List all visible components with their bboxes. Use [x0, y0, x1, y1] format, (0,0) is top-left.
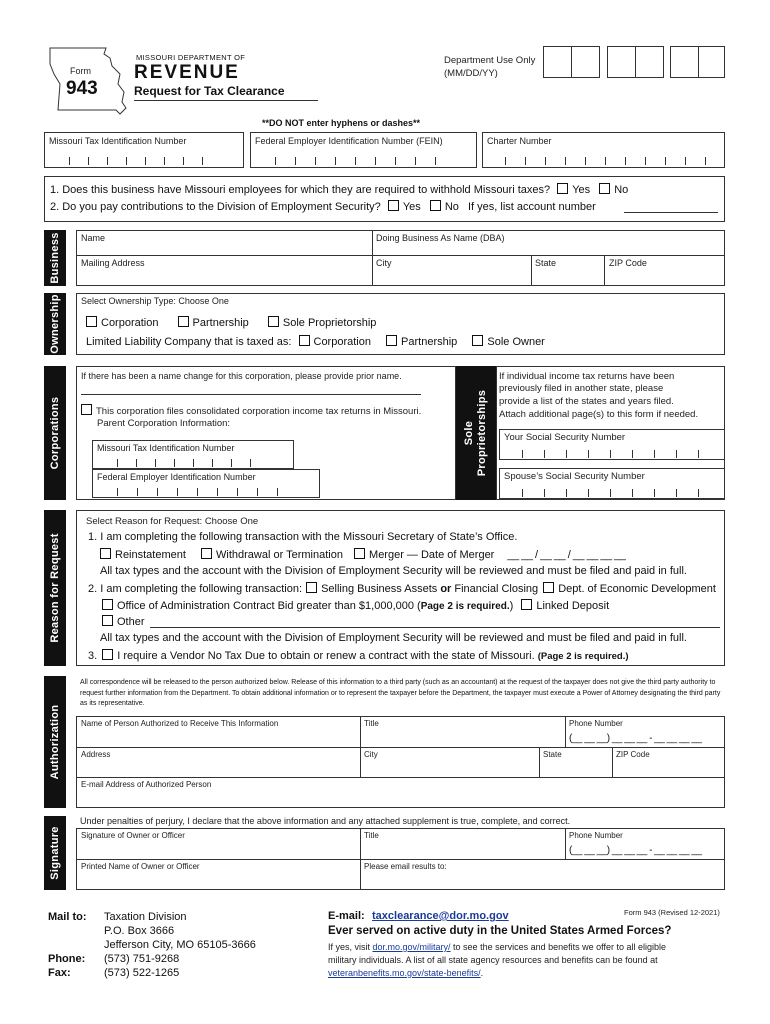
sig-phone-blank[interactable]: (__ __ __) __ __ __ - __ __ __ __: [569, 845, 702, 856]
office-admin-checkbox[interactable]: [102, 599, 113, 610]
business-section-tab: Business: [44, 230, 66, 286]
mail-address-2: P.O. Box 3666: [104, 925, 175, 937]
dept-use-date-box-5: [670, 46, 699, 78]
q2-no-label: No: [444, 201, 459, 213]
fein-digit-ticks: [275, 157, 436, 165]
auth-row-divider-1: [76, 747, 725, 748]
selling-assets-label: Selling Business Assets: [321, 583, 438, 595]
military-line-3-post: .: [480, 968, 484, 978]
merger-label: Merger — Date of Merger: [369, 549, 495, 561]
ssn-digit-ticks: [522, 450, 699, 458]
reason-3-page2: (Page 2 is required.): [537, 651, 629, 662]
sig-phone-label[interactable]: Phone Number: [569, 831, 623, 840]
veteran-benefits-link[interactable]: veteranbenefits.mo.gov/state-benefits/: [328, 968, 481, 978]
auth-zip-label[interactable]: ZIP Code: [616, 750, 650, 759]
auth-col-divider-1: [360, 716, 361, 777]
military-link[interactable]: dor.mo.gov/military/: [372, 942, 451, 952]
partnership-label: Partnership: [192, 317, 249, 329]
dept-use-label: Department Use Only: [444, 55, 536, 66]
office-admin-page2: Page 2 is required.: [420, 601, 510, 612]
reason-1-note: All tax types and the account with the Division of Employment Security will be reviewed and must be filed and paid in full.: [100, 565, 687, 577]
armed-forces-question: Ever served on active duty in the United States Armed Forces?: [328, 925, 672, 937]
sole-proprietorship-checkbox[interactable]: [268, 316, 279, 327]
ownership-section-tab: Ownership: [44, 293, 66, 355]
dept-use-date-box-2: [571, 46, 600, 78]
or-label: or: [440, 583, 452, 595]
corporations-section-tab: Corporations: [44, 366, 66, 500]
charter-number-field[interactable]: [482, 132, 725, 168]
sig-col-divider-1: [360, 828, 361, 890]
phone-label: Phone:: [48, 953, 86, 965]
merger-checkbox[interactable]: [354, 548, 365, 559]
spouse-ssn-label: Spouse’s Social Security Number: [504, 471, 645, 482]
reason-2-row: [88, 582, 716, 595]
dept-use-date-box-4: [635, 46, 664, 78]
parent-fein-field[interactable]: [92, 469, 320, 498]
llc-label: Limited Liability Company that is taxed as:: [86, 336, 292, 348]
reason-3-row: [88, 649, 629, 662]
llc-sole-owner-label: Sole Owner: [487, 336, 545, 348]
fax-number: (573) 522-1265: [104, 967, 180, 979]
auth-address-label[interactable]: Address: [81, 750, 111, 759]
spouse-ssn-digit-ticks: [522, 489, 699, 497]
military-line-2: military individuals. A list of all state agency resources and benefits can be found at: [328, 955, 658, 965]
corporation-checkbox[interactable]: [86, 316, 97, 327]
sig-owner-label[interactable]: Signature of Owner or Officer: [81, 831, 185, 840]
ownership-row-1: [86, 316, 376, 329]
email-link[interactable]: taxclearance@dor.mo.gov: [372, 910, 509, 922]
reason-2-note: All tax types and the account with the Division of Employment Security will be reviewed and must be filed and paid in full.: [100, 632, 687, 644]
auth-state-label[interactable]: State: [543, 750, 562, 759]
reason-section-tab: Reason for Request: [44, 510, 66, 666]
llc-corporation-checkbox[interactable]: [299, 335, 310, 346]
charter-digit-ticks: [505, 157, 706, 165]
other-label: Other: [117, 616, 145, 628]
q2-yes-label: Yes: [402, 201, 421, 213]
q1-no-checkbox[interactable]: [599, 183, 610, 194]
mo-tax-id-label: Missouri Tax Identification Number: [49, 136, 187, 146]
military-line-1: [328, 942, 666, 952]
sole-info-1: If individual income tax returns have been: [499, 371, 675, 382]
vendor-no-tax-label: I require a Vendor No Tax Due to obtain or renew a contract with the state of Missouri.: [117, 650, 535, 662]
merger-date-blank[interactable]: __ __ / __ __ / __ __ __ __: [507, 549, 626, 561]
ownership-select-label: Select Ownership Type: Choose One: [81, 296, 229, 306]
auth-phone-blank[interactable]: (__ __ __) __ __ __ - __ __ __ __: [569, 733, 702, 744]
authorization-fields: [76, 716, 725, 808]
auth-title-label[interactable]: Title: [364, 719, 379, 728]
spouse-ssn-field[interactable]: [499, 468, 725, 499]
auth-row-divider-2: [76, 777, 725, 778]
if-yes-account-label: If yes, list account number: [467, 201, 596, 213]
auth-name-label[interactable]: Name of Person Authorized to Receive This Information: [81, 719, 279, 728]
question-1-text: 1. Does this business have Missouri employees for which they are required to withhold Missouri taxes?: [50, 184, 551, 196]
reason-2-text: 2. I am completing the following transaction:: [88, 583, 303, 595]
mail-to-label: Mail to:: [48, 911, 87, 923]
authorization-notice: All correspondence will be released to the person authorized below. Release of this information to a third party (such as an accountant) at the request of the taxpayer does not give the third party authority to request further information from the Department. To obtain additional information or to represent the taxpayer before the Department, the taxpayer must execute a Power of Attorney designating the third party as its representative.: [80, 679, 721, 707]
corporation-label: Corporation: [101, 317, 159, 329]
ssn-label: Your Social Security Number: [504, 432, 626, 443]
reason-select-label: Select Reason for Request: Choose One: [86, 516, 259, 527]
auth-col-divider-3: [539, 747, 540, 777]
agency-logo-text: REVENUE: [134, 62, 240, 83]
question-2-text: 2. Do you pay contributions to the Division of Employment Security?: [50, 201, 381, 213]
agency-top: MISSOURI DEPARTMENT OF: [136, 53, 246, 62]
reason-1-options: [100, 548, 625, 561]
consolidated-row: [81, 404, 421, 417]
partnership-checkbox[interactable]: [178, 316, 189, 327]
charter-number-label: Charter Number: [487, 136, 552, 146]
fax-label: Fax:: [48, 967, 71, 979]
email-label: E-mail:: [328, 910, 365, 922]
vendor-no-tax-checkbox[interactable]: [102, 649, 113, 660]
sole-proprietorship-label: Sole Proprietorship: [282, 317, 377, 329]
reinstatement-checkbox[interactable]: [100, 548, 111, 559]
parent-fein-ticks: [117, 488, 278, 496]
financial-closing-label: Financial Closing: [454, 583, 539, 595]
parent-fein-label: Federal Employer Identification Number: [97, 472, 256, 482]
form-label: Form: [70, 66, 91, 76]
account-number-line[interactable]: [624, 212, 718, 213]
llc-partnership-checkbox[interactable]: [386, 335, 397, 346]
dept-econ-dev-label: Dept. of Economic Development: [558, 583, 716, 595]
military-line-1-post: to see the services and benefits we offer to all eligible: [450, 942, 667, 952]
dept-use-format: (MM/DD/YY): [444, 68, 498, 79]
authorization-section-tab: Authorization: [44, 676, 66, 808]
sig-row-divider: [76, 859, 725, 860]
mo-tax-id-field[interactable]: [44, 132, 244, 168]
business-col-divider-2: [531, 255, 532, 286]
other-checkbox[interactable]: [102, 615, 113, 626]
form-title: Request for Tax Clearance: [134, 84, 285, 98]
business-mailing-label[interactable]: Mailing Address: [81, 258, 145, 268]
business-name-label[interactable]: Name: [81, 233, 106, 243]
business-row-divider: [76, 255, 725, 256]
mail-address-3: Jefferson City, MO 65105-3666: [104, 939, 256, 951]
sig-email-results-label[interactable]: Please email results to:: [364, 862, 447, 871]
form-revision: Form 943 (Revised 12-2021): [624, 908, 720, 917]
fein-field[interactable]: [250, 132, 477, 168]
form-number: 943: [66, 78, 98, 99]
business-state-label[interactable]: State: [535, 258, 557, 268]
sole-info-3: provide a list of the states and years filed.: [499, 396, 674, 407]
dept-use-date-box-6: [698, 46, 725, 78]
auth-city-label[interactable]: City: [364, 750, 378, 759]
sole-proprietorships-section-tab: Sole Proprietorships: [456, 366, 496, 500]
business-city-label[interactable]: City: [376, 258, 392, 268]
military-line-3: [328, 968, 483, 978]
sig-title-label[interactable]: Title: [364, 831, 379, 840]
auth-col-divider-2: [565, 716, 566, 747]
reason-2-row-2: [102, 599, 609, 612]
fein-label: Federal Employer Identification Number (FEIN): [255, 136, 443, 146]
question-1: [50, 183, 628, 196]
business-dba-label[interactable]: Doing Business As Name (DBA): [376, 233, 505, 243]
title-underline: [134, 100, 318, 101]
reason-3-number: 3.: [88, 650, 98, 662]
business-col-divider-1: [372, 230, 373, 286]
perjury-statement: Under penalties of perjury, I declare that the above information and any attached supplement is true, complete, and correct.: [80, 816, 571, 826]
reason-2-other-row: [102, 615, 145, 628]
mail-address-1: Taxation Division: [104, 911, 187, 923]
auth-col-divider-4: [612, 747, 613, 777]
no-hyphens-note: **DO NOT enter hyphens or dashes**: [262, 118, 421, 128]
reinstatement-label: Reinstatement: [115, 549, 186, 561]
reason-1-text: 1. I am completing the following transaction with the Missouri Secretary of State’s Office.: [88, 531, 518, 543]
dept-use-date-box-1: [543, 46, 572, 78]
office-admin-label: Office of Administration Contract Bid greater than $1,000,000 (: [117, 600, 421, 612]
sig-col-divider-2: [565, 828, 566, 859]
q1-yes-checkbox[interactable]: [557, 183, 568, 194]
dept-econ-dev-checkbox[interactable]: [543, 582, 554, 593]
sole-info-2: previously filed in another state, please: [499, 383, 664, 394]
dept-use-date-box-3: [607, 46, 636, 78]
business-zip-label[interactable]: ZIP Code: [609, 258, 647, 268]
q2-yes-checkbox[interactable]: [388, 200, 399, 211]
office-admin-close-paren: ): [509, 600, 514, 612]
withdrawal-label: Withdrawal or Termination: [216, 549, 343, 561]
mo-tax-id-digit-ticks: [69, 157, 203, 165]
military-line-1-pre: If yes, visit: [328, 942, 373, 952]
sig-printed-name-label[interactable]: Printed Name of Owner or Officer: [81, 862, 200, 871]
other-line[interactable]: [150, 627, 720, 628]
question-2: [50, 200, 596, 213]
parent-mo-tax-id-label: Missouri Tax Identification Number: [97, 443, 235, 453]
auth-phone-label[interactable]: Phone Number: [569, 719, 623, 728]
withdrawal-checkbox[interactable]: [201, 548, 212, 559]
linked-deposit-label: Linked Deposit: [536, 600, 610, 612]
sole-info-4: Attach additional page(s) to this form if needed.: [499, 409, 699, 420]
prior-name-line[interactable]: [81, 394, 421, 395]
linked-deposit-checkbox[interactable]: [521, 599, 532, 610]
ssn-field[interactable]: [499, 429, 725, 460]
llc-sole-owner-checkbox[interactable]: [472, 335, 483, 346]
parent-corp-label: Parent Corporation Information:: [97, 418, 231, 429]
name-change-label: If there has been a name change for this corporation, please provide prior name.: [81, 371, 402, 381]
auth-email-label[interactable]: E-mail Address of Authorized Person: [81, 780, 212, 789]
consolidated-checkbox[interactable]: [81, 404, 92, 415]
selling-assets-checkbox[interactable]: [306, 582, 317, 593]
q2-no-checkbox[interactable]: [430, 200, 441, 211]
business-col-divider-3: [604, 255, 605, 286]
consolidated-label: This corporation files consolidated corporation income tax returns in Missouri.: [96, 406, 422, 417]
q1-yes-label: Yes: [572, 184, 591, 196]
signature-section-tab: Signature: [44, 816, 66, 890]
parent-mo-tax-id-field[interactable]: [92, 440, 294, 469]
llc-partnership-label: Partnership: [401, 336, 458, 348]
phone-number: (573) 751-9268: [104, 953, 180, 965]
parent-mo-tax-id-ticks: [117, 459, 251, 467]
q1-no-label: No: [614, 184, 629, 196]
ownership-row-2: [86, 335, 545, 348]
llc-corporation-label: Corporation: [313, 336, 371, 348]
